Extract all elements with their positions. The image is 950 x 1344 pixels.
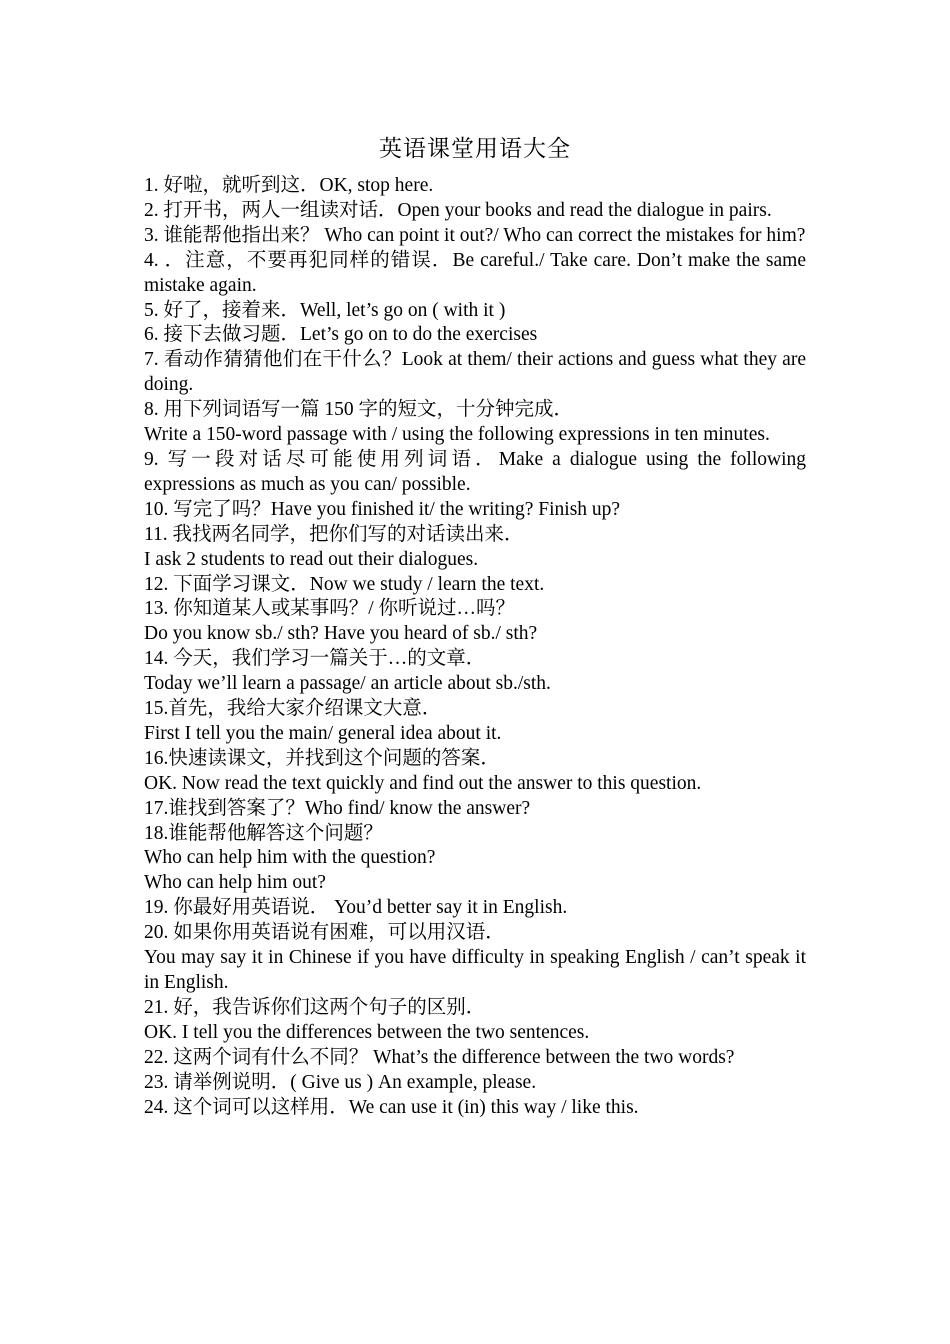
paragraph: 11. 我找两名同学，把你们写的对话读出来． bbox=[144, 523, 524, 545]
paragraph: 16.快速读课文，并找到这个问题的答案． bbox=[144, 747, 500, 769]
paragraph: 7. 看动作猜猜他们在干什么？Look at them/ their actions and guess what they are doing. bbox=[144, 349, 806, 396]
paragraph: 4. ．注意，不要再犯同样的错误．Be careful./ Take care. Don’t make the same mistake again. bbox=[144, 249, 806, 296]
paragraph: 15.首先，我给大家介绍课文大意． bbox=[144, 698, 442, 720]
paragraph: 23. 请举例说明．( Give us ) An example, please. bbox=[144, 1071, 537, 1093]
paragraph: First I tell you the main/ general idea about it. bbox=[144, 722, 502, 744]
paragraph: 21. 好，我告诉你们这两个句子的区别． bbox=[144, 996, 486, 1018]
paragraph: I ask 2 students to read out their dialogues. bbox=[144, 548, 479, 570]
paragraph: Today we’ll learn a passage/ an article about sb./sth. bbox=[144, 673, 551, 695]
paragraph: 14. 今天，我们学习一篇关于…的文章． bbox=[144, 648, 486, 670]
paragraph: 24. 这个词可以这样用．We can use it (in) this way / like this. bbox=[144, 1096, 639, 1118]
paragraph: 18.谁能帮他解答这个问题？ bbox=[144, 822, 383, 844]
paragraph: 13. 你知道某人或某事吗？/ 你听说过…吗？ bbox=[144, 598, 516, 620]
paragraph: 12. 下面学习课文．Now we study / learn the text. bbox=[144, 573, 545, 595]
paragraph: Write a 150-word passage with / using the following expressions in ten minutes. bbox=[144, 424, 770, 446]
paragraph: Who can help him out? bbox=[144, 872, 326, 894]
paragraph: 19. 你最好用英语说． You’d better say it in English. bbox=[144, 897, 568, 919]
paragraph: 1. 好啦，就听到这．OK, stop here. bbox=[144, 175, 434, 196]
paragraph: You may say it in Chinese if you have difficulty in speaking English / can’t speak it in English. bbox=[144, 947, 806, 993]
document-body bbox=[144, 174, 806, 1120]
paragraph: 22. 这两个词有什么不同？ What’s the difference between the two words? bbox=[144, 1046, 735, 1068]
paragraph: 20. 如果你用英语说有困难，可以用汉语． bbox=[144, 922, 505, 944]
paragraph: OK. Now read the text quickly and find out the answer to this question. bbox=[144, 772, 702, 794]
paragraph: 5. 好了，接着来．Well, let’s go on ( with it ) bbox=[144, 299, 506, 321]
paragraph: Do you know sb./ sth? Have you heard of sb./ sth? bbox=[144, 623, 538, 645]
paragraph: 2. 打开书，两人一组读对话．Open your books and read the dialogue in pairs. bbox=[144, 199, 772, 221]
paragraph: 8. 用下列词语写一篇 150 字的短文，十分钟完成． bbox=[144, 399, 574, 421]
paragraph: 9. 写一段对话尽可能使用列词语．Make a dialogue using the following expressions as much as you can/ possible. bbox=[144, 448, 806, 495]
paragraph: 6. 接下去做习题．Let’s go on to do the exercises bbox=[144, 324, 538, 346]
paragraph: 3. 谁能帮他指出来？ Who can point it out?/ Who can correct the mistakes for him? bbox=[144, 224, 806, 246]
paragraph: 17.谁找到答案了？Who find/ know the answer? bbox=[144, 797, 531, 819]
paragraph: Who can help him with the question? bbox=[144, 847, 436, 869]
document-title: 英语课堂用语大全 bbox=[379, 136, 571, 161]
paragraph: 10. 写完了吗？Have you finished it/ the writing? Finish up? bbox=[144, 498, 621, 520]
paragraph: OK. I tell you the differences between the two sentences. bbox=[144, 1021, 590, 1043]
